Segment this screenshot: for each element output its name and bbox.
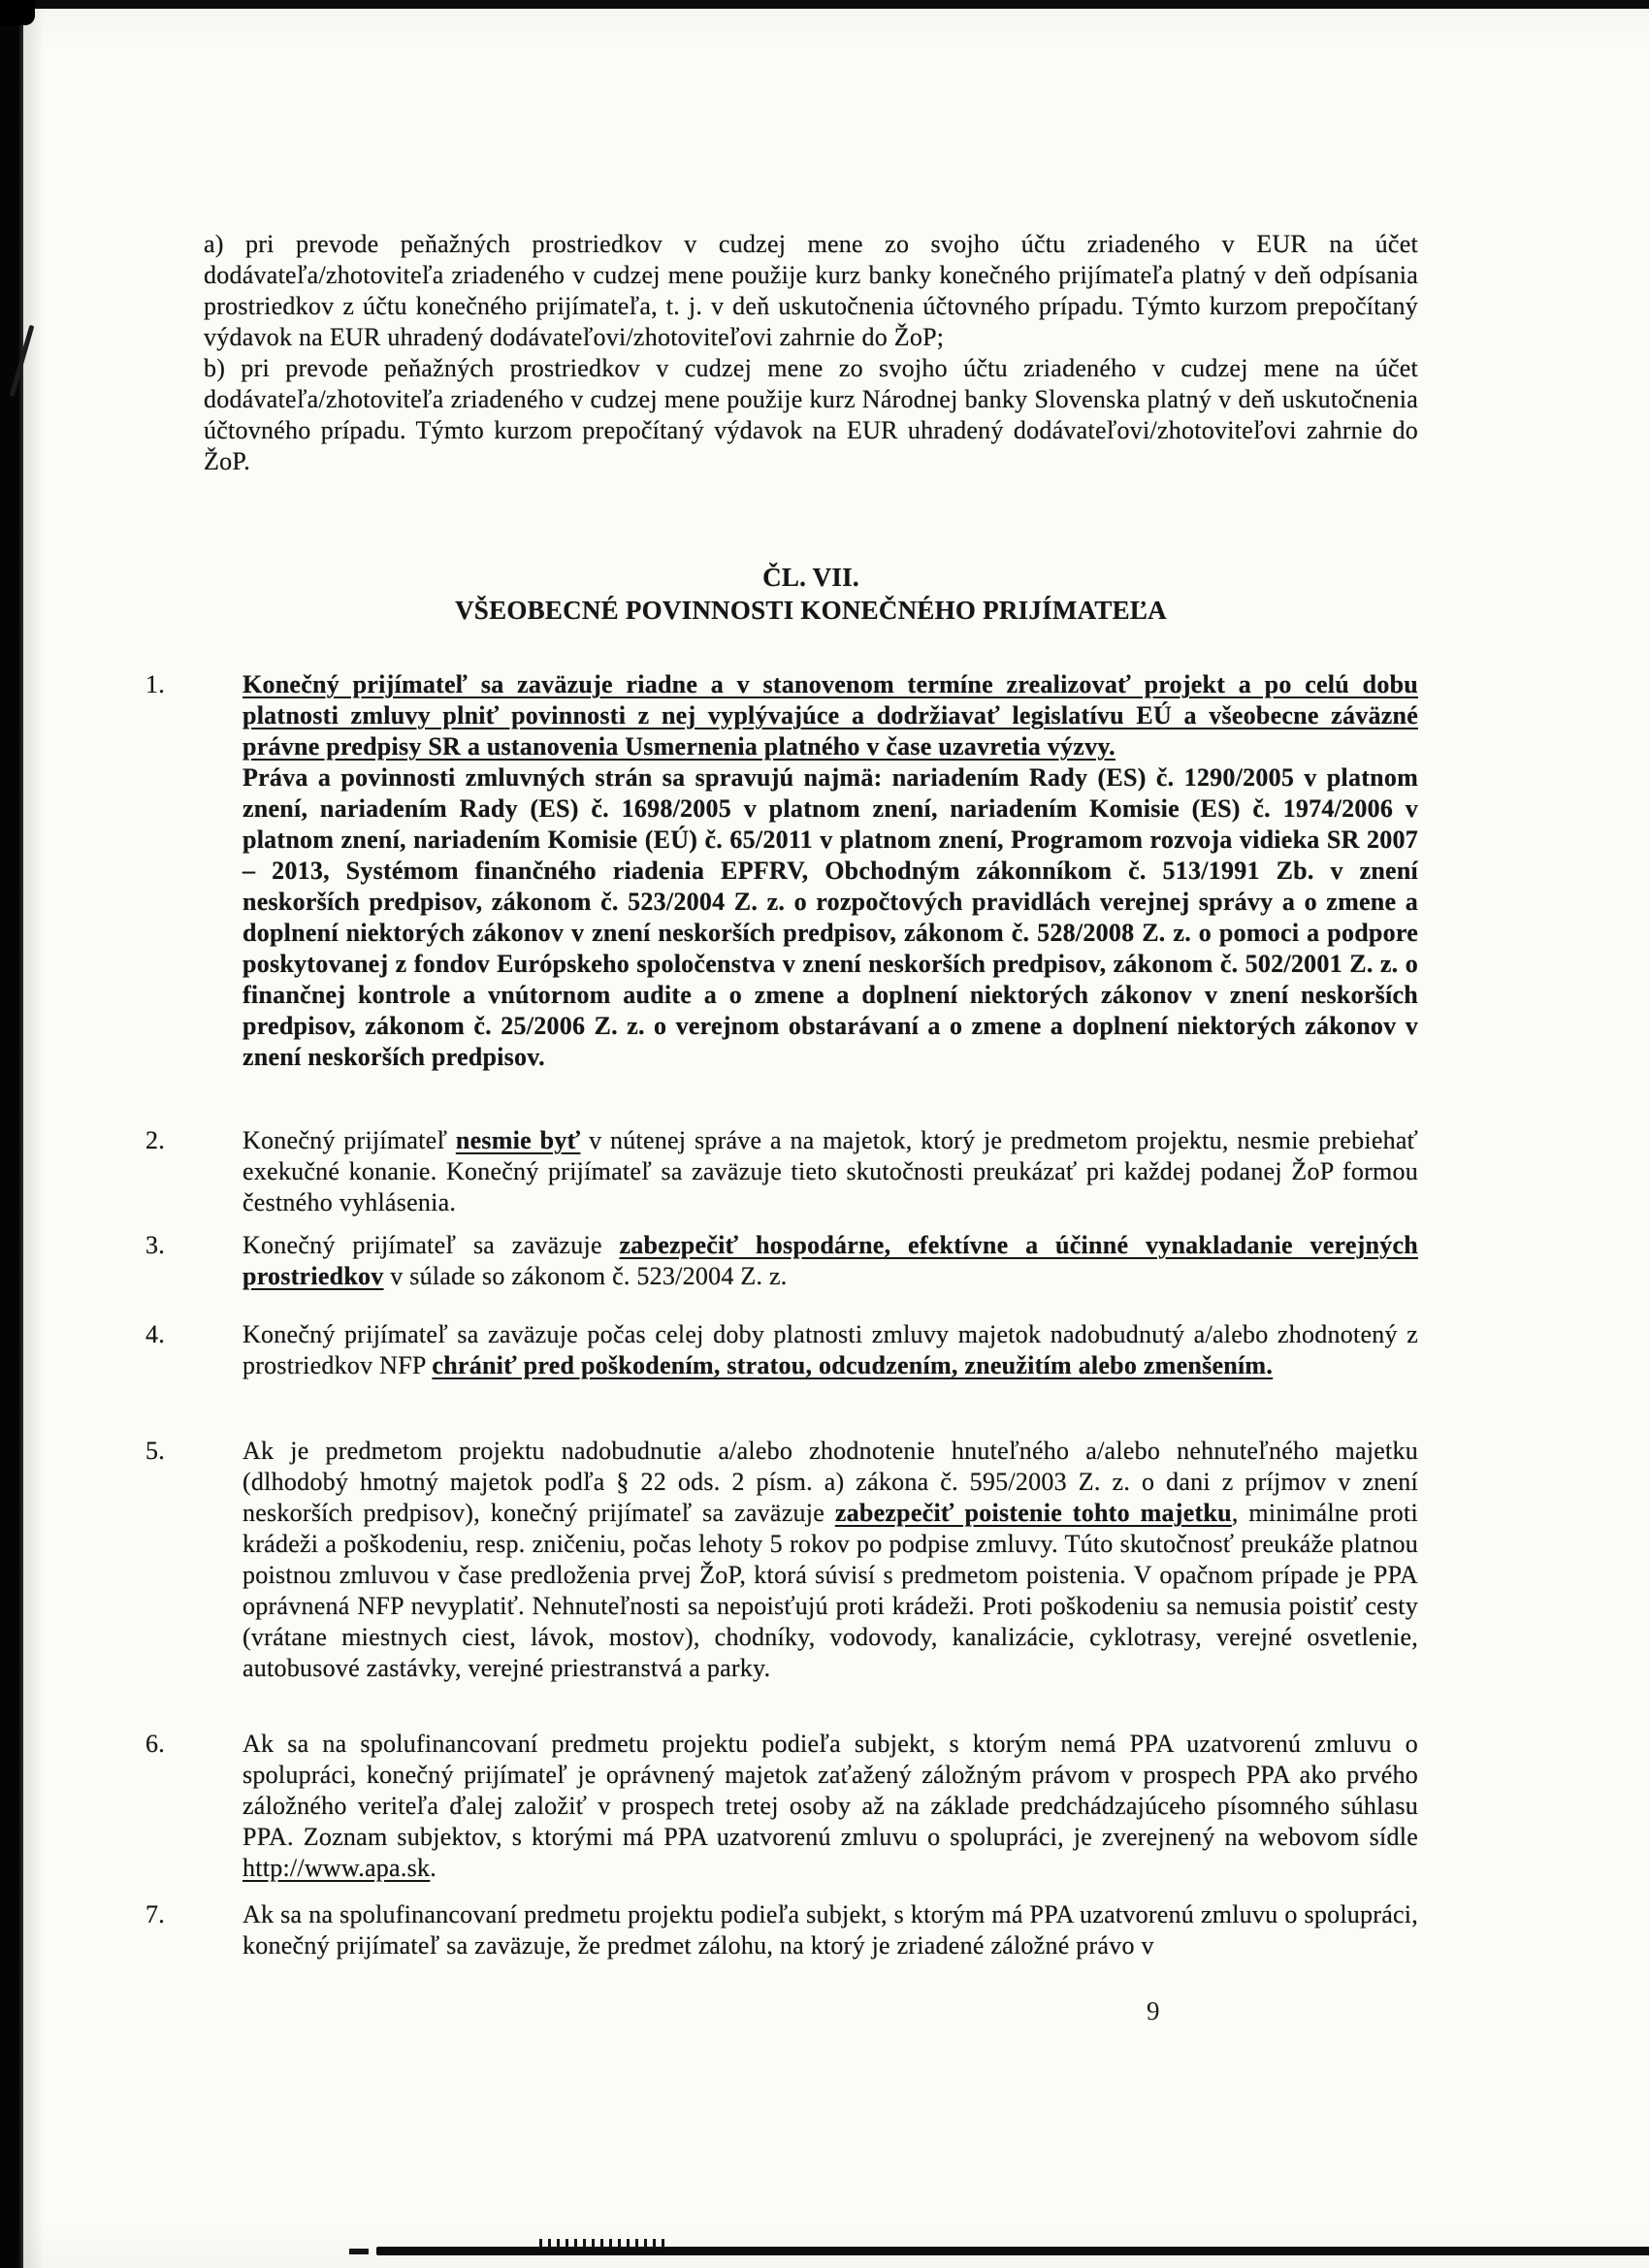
article-title: VŠEOBECNÉ POVINNOSTI KONEČNÉHO PRIJÍMATEĽA [455, 596, 1167, 625]
item-6-text [242, 1729, 1418, 1884]
list-item-5 [146, 1436, 1418, 1684]
list-item-4 [146, 1319, 1418, 1381]
list-item-1 [146, 669, 1418, 1073]
scan-bottom-ticks [539, 2239, 665, 2249]
scan-corner-artifact [0, 0, 35, 25]
item-4-emphasis: chrániť pred poškodením, stratou, odcudzením, zneužitím alebo zmenšením. [432, 1351, 1274, 1379]
apa-website-link: http://www.apa.sk [242, 1854, 431, 1882]
item-5-pre: Ak je predmetom projektu nadobudnutie a/alebo zhodnotenie hnuteľného a/alebo nehnuteľného majetku (dlhodobý hmotný majetok podľa § 22 ods. 2 písm. a) zákona č. 595/2003 Z. z. o dani z príjmov v znení neskorších predpisov), konečný prijímateľ sa zaväzuje [242, 1437, 1418, 1527]
item-number: 5. [146, 1437, 165, 1465]
article-number: ČL. VII. [762, 563, 859, 592]
item-3-emphasis: zabezpečiť hospodárne, efektívne a účinné vynakladanie verejných prostriedkov [242, 1231, 1418, 1290]
item-1-body: Práva a povinnosti zmluvných strán sa spravujú najmä: nariadením Rady (ES) č. 1290/2005 v platnom znení, nariadením Rady (ES) č. 1698/2005 v platnom znení, nariadením Komisie (ES) č. 1974/2006 v platnom znení, nariadením Komisie (EÚ) č. 65/2011 v platnom znení, Programom rozvoja vidieka SR 2007 – 2013, Systémom finančného riadenia EPFRV, Obchodným zákonníkom č. 513/1991 Zb. v znení neskorších predpisov, zákonom č. 523/2004 Z. z. o rozpočtových pravidlách verejnej správy a o zmene a doplnení niektorých zákonov v znení neskorších predpisov, zákonom č. 528/2008 Z. z. o pomoci a podpore poskytovanej z fondov Európskeho spoločenstva v znení neskorších predpisov, zákonom č. 502/2001 Z. z. o finančnej kontrole a vnútornom audite a o zmene a doplnení niektorých zákonov v znení neskorších predpisov, zákonom č. 25/2006 Z. z. o verejnom obstarávaní a o zmene a doplnení niektorých zákonov v znení neskorších predpisov. [242, 763, 1418, 1071]
item-7-text: Ak sa na spolufinancovaní predmetu projektu podieľa subjekt, s ktorým má PPA uzatvorenú zmluvu o spolupráci, konečný prijímateľ sa zaväzuje, že predmet zálohu, na ktorý je zriadené záložné právo v [242, 1900, 1418, 1960]
article-heading [204, 561, 1418, 627]
item-2-post: v nútenej správe a na majetok, ktorý je predmetom projektu, nesmie prebiehať exekučné konanie. Konečný prijímateľ sa zaväzuje tieto skutočnosti preukázať pri každej podanej ŽoP formou čestného vyhlásenia. [242, 1126, 1419, 1216]
item-2-text [242, 1125, 1418, 1218]
item-2-pre: Konečný prijímateľ [242, 1126, 456, 1154]
scan-edge-left [0, 0, 23, 2268]
item-5-emphasis: zabezpečiť poistenie tohto majetku [834, 1499, 1232, 1527]
page-number: 9 [1147, 1996, 1160, 2025]
item-1-lead: Konečný prijímateľ sa zaväzuje riadne a v stanovenom termíne zrealizovať projekt a po celú dobu platnosti zmluvy plniť povinnosti z nej vyplývajúce a dodržiavať legislatívu EÚ a všeobecne záväzné právne predpisy SR a ustanovenia Usmernenia platného v čase uzavretia výzvy. [242, 670, 1418, 761]
item-6-post: . [430, 1854, 436, 1882]
item-number: 3. [146, 1231, 165, 1259]
item-3-pre: Konečný prijímateľ sa zaväzuje [242, 1231, 620, 1259]
item-3-post: v súlade so zákonom č. 523/2004 Z. z. [383, 1262, 788, 1290]
scan-bottom-dash [349, 2249, 369, 2254]
list-item-2 [146, 1125, 1419, 1218]
list-item-7 [146, 1899, 1418, 1961]
list-item-3 [146, 1230, 1418, 1292]
list-item-6 [146, 1729, 1418, 1884]
item-4-pre: Konečný prijímateľ sa zaväzuje počas celej doby platnosti zmluvy majetok nadobudnutý a/alebo zhodnotený z prostriedkov NFP [242, 1320, 1418, 1379]
item-6-pre: Ak sa na spolufinancovaní predmetu projektu podieľa subjekt, s ktorým nemá PPA uzatvorenú zmluvu o spolupráci, konečný prijímateľ je oprávnený majetok zaťažený záložným právom v prospech PPA ako prvého záložného veriteľa ďalej založiť v prospech tretej osoby až na základe predchádzajúceho písomného súhlasu PPA. Zoznam subjektov, s ktorými má PPA uzatvorenú zmluvu o spolupráci, je zverejnený na webovom sídle [242, 1730, 1418, 1851]
item-number: 4. [146, 1320, 165, 1348]
intro-paragraph-b: b) pri prevode peňažných prostriedkov v cudzej mene zo svojho účtu zriadeného v cudzej mene na účet dodávateľa/zhotoviteľa zriadeného v cudzej mene použije kurz Národnej banky Slovenska platný v deň uskutočnenia účtovného prípadu. Týmto kurzom prepočítaný výdavok na EUR uhradený dodávateľovi/zhotoviteľovi zahrnie do ŽoP. [204, 354, 1418, 475]
item-3-text [242, 1230, 1418, 1292]
item-number: 7. [146, 1900, 165, 1928]
item-5-post: , minimálne proti krádeži a poškodeniu, resp. zničeniu, počas lehoty 5 rokov po podpise zmluvy. Túto skutočnosť preukáže platnou poistnou zmluvou v čase predloženia prvej ŽoP, ktorá súvisí s predmetom poistenia. V opačnom prípade je PPA oprávnená NFP nevyplatiť. Nehnuteľnosti sa nepoisťujú proti krádeži. Proti poškodeniu sa nemusia poistiť cesty (vrátane miestnych ciest, lávok, mostov), chodníky, vodovody, kanalizácie, cyklotrasy, verejné osvetlenie, autobusové zastávky, verejné priestranstvá a parky. [242, 1499, 1418, 1682]
scan-edge-top [0, 0, 1649, 9]
item-5-text [242, 1436, 1418, 1684]
item-number: 6. [146, 1730, 165, 1758]
item-number: 2. [146, 1126, 165, 1154]
item-number: 1. [146, 670, 165, 698]
item-4-text [242, 1319, 1418, 1381]
item-2-emphasis: nesmie byť [455, 1126, 581, 1154]
intro-paragraph-a: a) pri prevode peňažných prostriedkov v cudzej mene zo svojho účtu zriadeného v EUR na účet dodávateľa/zhotoviteľa zriadeného v cudzej mene použije kurz banky konečného prijímateľa platný v deň odpísania prostriedkov z účtu konečného prijímateľa, t. j. v deň uskutočnenia účtovného prípadu. Týmto kurzom prepočítaný výdavok na EUR uhradený dodávateľovi/zhotoviteľovi zahrnie do ŽoP; [204, 230, 1418, 351]
intro-paragraphs [204, 229, 1418, 477]
